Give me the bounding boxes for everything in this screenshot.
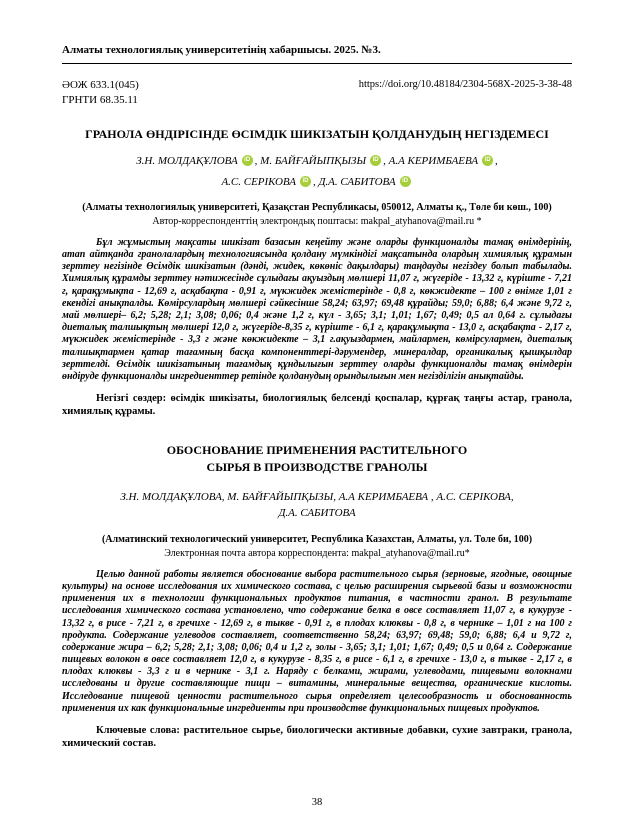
article-title-ru: ОБОСНОВАНИЕ ПРИМЕНЕНИЯ РАСТИТЕЛЬНОГО СЫРЬЯ В ПРОИЗВОДСТВЕ ГРАНОЛЫ (166, 443, 468, 474)
author-name: М. БАЙҒАЙЫПҚЫЗЫ (260, 154, 367, 167)
abstract-kk: Бұл жұмыстың мақсаты шикізат базасын кеңейту және оларды функционалды тамақ өнімдерінің, атап айтқанда гранолалардың технологиясында қолдану мүмкіндігі мақсатында олардың химиялық құрамын зерттеу негізінде Өсімдік шикізатын (дәнді, жидек, көкөніс дақылдары) таңдауды негіздеу болып табылады. Химиялық құрамды зерттеу нәтижесінде сұлыдағы ақуыздың мөлшері 11,07 г, жүгеріде - 13,32 г, күріште - 7,21 г, қарақұмықта - 12,69 г, асқабақта - 0,91 г, мүкжидек жемістерінде - 0,8 г, көкжидекте – 100 г өнімге 1,01 г екендігі анықталды. Көмірсулардың мөлшері сәйкесінше 58,24; 63,97; 69,48 құрайды; 59,0; 6,88; 6,4 және 9,72 г, май мөлшері– 6,2; 5,28; 2,1; 3,08; 0,06; 0,4 және 1,2 г, күл - 3,65; 3,1; 1,01; 1,67; 0,49; 0,5 ал 0,64 г. сұлыдағы диеталық талшықтың мөлшері 12,0 г, жүгеріде-8,35 г, күріште - 6,1 г, қарақұмықта - 13,0 г, асқабақта - 2,17 г, мүкжидек жемістерінде - 3,3 г және көкжидекте – 3,1 г.ақуыздармен, майлармен, көмірсулармен, диеталық талшықтармен қатар тағамның басқа компоненттері-дәрумендер, минералдар, органикалық қышқылдар зерттелді. Өсімдік шикізатының тағамдық құндылығын зерттеу оларды функционалды тамақ өнімдерін өндіруде функционалды ингредиенттер ретінде қолданудың орындылығын мен негізділігін анықтайды. (62, 236, 572, 382)
keywords-label-kk: Негізгі сөздер: (96, 393, 167, 405)
page-number: 38 (311, 797, 323, 808)
author-name: Д.А. САБИТОВА (318, 175, 396, 188)
doi-link[interactable]: https://doi.org/10.48184/2304-568X-2025-3-38-48 (358, 79, 572, 90)
keywords-text-ru: растительное сырье, биологически активные добавки, сухие завтраки, гранола, химический состав. (62, 725, 572, 750)
authors-line-1 (62, 155, 572, 169)
author-separator: , (254, 154, 258, 167)
author-name: З.Н. МОЛДАҚҰЛОВА (136, 154, 238, 167)
author-separator: , (312, 175, 316, 188)
authors-kk (62, 155, 572, 190)
article-title-kk: ГРАНОЛА ӨНДІРІСІНДЕ ӨСІМДІК ШИКІЗАТЫН ҚОЛДАНУДЫҢ НЕГІЗДЕМЕСІ (85, 126, 549, 141)
keywords-text-kk: өсімдік шикізаты, биологиялық белсенді қоспалар, құрғақ таңғы астар, гранола, химиялық құрамы. (62, 393, 573, 418)
affiliation-ru: (Алматинский технологический университет, Республика Казахстан, Алматы, ул. Толе би, 100) (101, 533, 533, 545)
email-line-kk[interactable]: Автор-корреспонденттің электрондық поштасы: makpal_atyhanova@mail.ru * (152, 215, 482, 227)
orcid-icon[interactable]: iD (300, 176, 311, 187)
affiliation-kk: (Алматы технологиялық университеті, Қазақстан Республикасы, 050012, Алматы қ., Төле би көш., 100) (82, 201, 552, 213)
grnti-code: ГРНТИ 68.35.11 (62, 93, 138, 106)
authors-line-2 (62, 176, 572, 190)
meta-row (62, 78, 572, 108)
udc-code: ӘОЖ 633.1(045) (62, 79, 139, 91)
abstract-ru: Целью данной работы является обоснование выбора растительного сырья (зерновые, ягодные, овощные культуры) на основе исследования их химического состава, с целью расширения сырьевой базы и возможности применения их в технологии функциональных продуктов питания, в частности гранол. В результате исследования химического состава установлено, что содержание белка в овсе составляет 11,07 г, в кукурузе - 13,32 г, в рисе - 7,21 г, в гречихе - 12,69 г, в тыкве - 0,91 г, в плодах клюквы - 0,8 г, в чернике – 1,01 г на 100 г продукта. Содержание углеводов составляет, соответственно 58,24; 63,97; 69,48; 59,0; 6,88; 6,4 и 9,72 г, содержание жира – 6,2; 5,28; 2,1; 3,08; 0,06; 0,4 и 1,2 г, золы - 3,65; 3,1; 1,01; 1,67; 0,49; 0,5 и 0,64 г. Содержание пищевых волокон в овсе составляет 12,0 г, в кукурузе - 8,35 г, в рисе - 6,1 г, в гречихе - 13,0 г, в тыкве - 2,17 г, в плодах клюквы - 3,3 г и в чернике - 3,1 г. Наряду с белками, жирами, углеводами, пищевыми волокнами исследованы и другие составляющие пищи – витамины, минеральные вещества, органические кислоты. Исследование пищевой ценности растительного сырья определяет целесообразность и обоснованность применения их как функциональные ингредиенты при производстве функциональных пищевых продуктов. (62, 568, 572, 714)
header-divider (62, 63, 572, 64)
author-name: А.А КЕРИМБАЕВА (388, 154, 479, 167)
journal-header: Алматы технологиялық университетінің хабаршысы. 2025. №3. (62, 44, 381, 56)
orcid-icon[interactable]: iD (242, 155, 253, 166)
keywords-kk (62, 392, 572, 418)
author-separator: , (495, 154, 498, 167)
meta-left (62, 78, 139, 108)
keywords-label-ru: Ключевые слова: (96, 725, 180, 736)
keywords-ru (62, 724, 572, 750)
email-line-ru[interactable]: Электронная почта автора корреспондента: makpal_atyhanova@mail.ru* (164, 547, 470, 559)
authors-ru: З.Н. МОЛДАҚҰЛОВА, М. БАЙҒАЙЫПҚЫЗЫ, А.А КЕРИМБАЕВА , А.С. СЕРІКОВА, Д.А. САБИТОВА (120, 490, 514, 520)
orcid-icon[interactable]: iD (482, 155, 493, 166)
author-name: А.С. СЕРІКОВА (221, 175, 296, 188)
author-separator: , (383, 154, 386, 167)
orcid-icon[interactable]: iD (400, 176, 411, 187)
orcid-icon[interactable]: iD (370, 155, 381, 166)
